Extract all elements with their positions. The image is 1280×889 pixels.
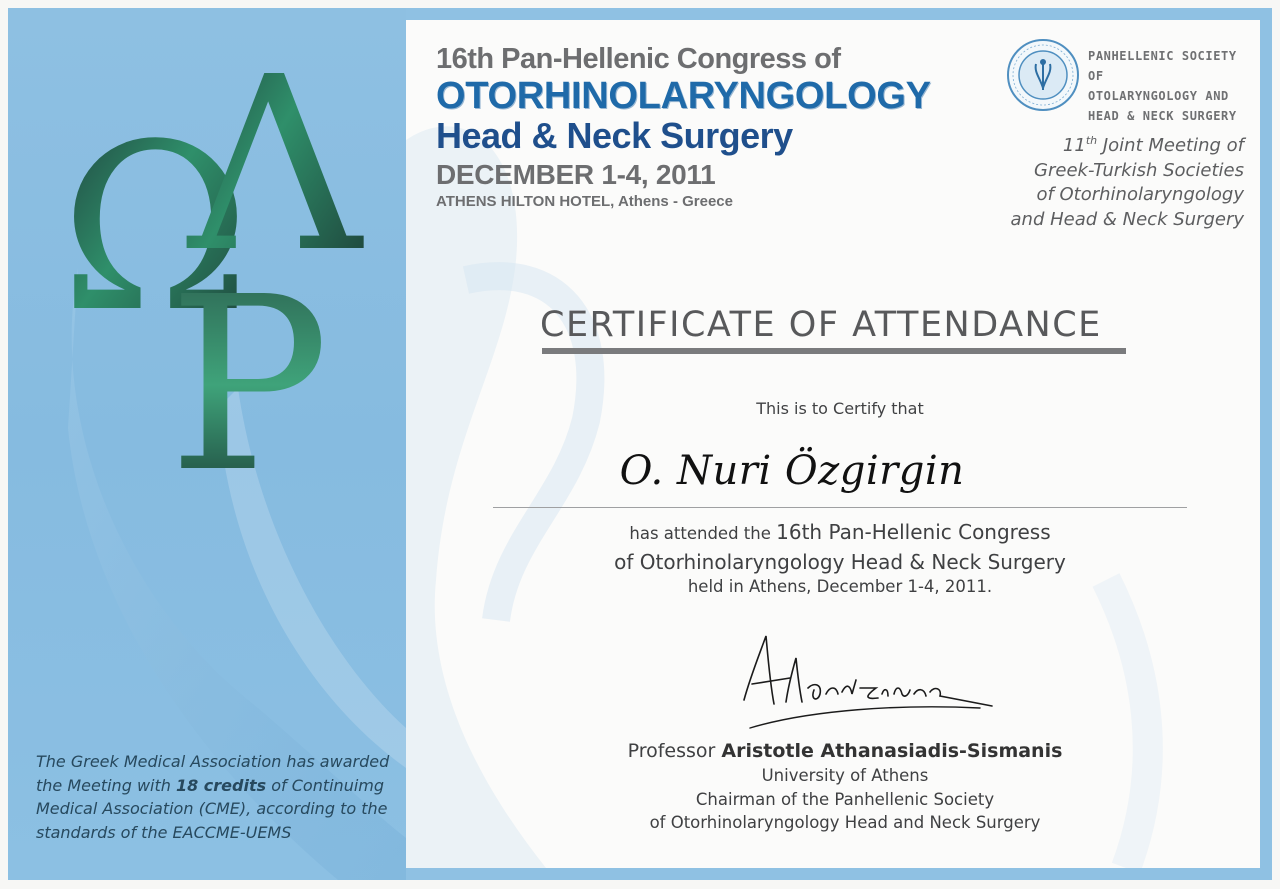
joint-line4: and Head & Neck Surgery <box>1010 208 1244 230</box>
society-line1: PANHELLENIC SOCIETY OF <box>1088 49 1237 83</box>
certificate-title: CERTIFICATE OF ATTENDANCE <box>540 305 1102 345</box>
attendance-line1 <box>520 518 1160 548</box>
logo-omega-letter: Ω <box>60 96 251 363</box>
cme-note-text-2: of Continuimg Medical Association (CME), according to the standards of the EACCME-UEMS <box>36 775 388 842</box>
joint-line1-text: Joint Meeting of <box>1097 135 1244 156</box>
certify-intro: This is to Certify that <box>756 399 924 418</box>
attendance-prefix: has attended the <box>629 524 777 543</box>
congress-venue: ATHENS HILTON HOTEL, Athens - Greece <box>436 193 733 210</box>
logo-rho-letter: Ρ <box>168 245 330 478</box>
signatory-role-line2: of Otorhinolaryngology Head and Neck Surgery <box>649 813 1041 832</box>
attendance-line3: held in Athens, December 1-4, 2011. <box>687 577 993 596</box>
left-decorative-panel <box>8 8 406 880</box>
cme-credits-note <box>36 750 406 844</box>
society-line3: HEAD & NECK SURGERY <box>1088 109 1237 123</box>
joint-line2: Greek-Turkish Societies <box>1034 159 1244 181</box>
joint-line3: of Otorhinolaryngology <box>1036 184 1244 205</box>
joint-ordinal-number: 11 <box>1062 135 1086 156</box>
certificate-title-underline <box>542 348 1126 354</box>
attendance-line2: of Otorhinolaryngology Head & Neck Surgery <box>614 550 1066 574</box>
joint-ordinal-suffix: th <box>1085 134 1098 147</box>
congress-header <box>436 42 956 212</box>
society-line2: OTOLARYNGOLOGY AND <box>1088 89 1229 103</box>
attendance-statement <box>520 518 1160 598</box>
joint-meeting-note <box>990 134 1244 232</box>
recipient-name: O. Nuri Özgirgin <box>619 448 965 494</box>
signatory-title: Professor <box>627 740 722 762</box>
congress-dates: DECEMBER 1-4, 2011 <box>436 159 716 190</box>
cme-credits: 18 credits <box>175 775 267 795</box>
signatory-name: Aristotle Athanasiadis-Sismanis <box>721 740 1063 762</box>
congress-title-subspecialty: Head & Neck Surgery <box>436 115 793 156</box>
society-name <box>1088 46 1258 126</box>
signatory-name-line <box>560 738 1130 764</box>
recipient-name-line <box>493 507 1187 508</box>
congress-title-specialty: OTORHINOLARYNGOLOGY <box>436 75 931 117</box>
congress-logo <box>48 38 406 478</box>
joint-line1 <box>990 134 1244 159</box>
signatory-block <box>560 738 1130 835</box>
attendance-event: 16th Pan-Hellenic Congress <box>776 520 1051 544</box>
cme-note-text-1: The Greek Medical Association has awarded the Meeting with <box>36 752 390 795</box>
signatory-affiliation: University of Athens <box>761 766 929 785</box>
logo-lambda-letter: Λ <box>188 38 362 305</box>
society-seal-icon <box>1006 38 1080 112</box>
congress-title-line1: 16th Pan-Hellenic Congress of <box>436 43 841 75</box>
signatory-role-line1: Chairman of the Panhellenic Society <box>695 789 995 809</box>
